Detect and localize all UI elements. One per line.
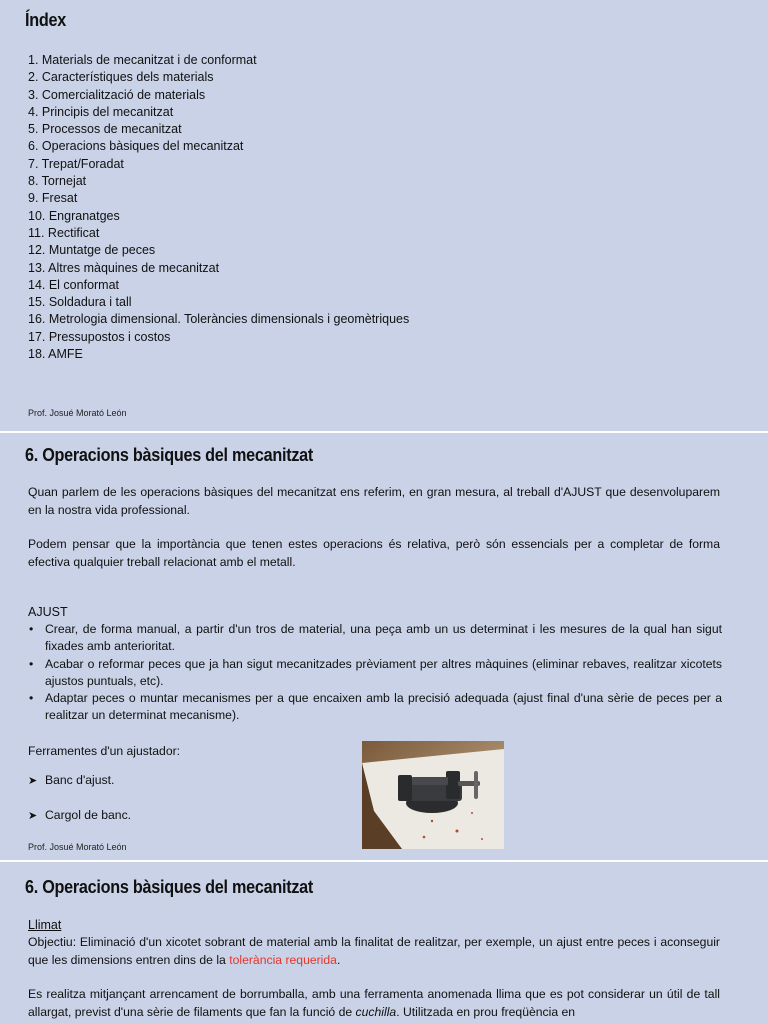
tool-label: Cargol de banc. bbox=[45, 808, 132, 822]
index-item: 18. AMFE bbox=[28, 347, 83, 362]
bullet-item bbox=[28, 656, 722, 691]
bullet-item bbox=[28, 621, 722, 656]
index-item: 5. Processos de mecanitzat bbox=[28, 122, 182, 137]
index-item: 2. Característiques dels materials bbox=[28, 70, 214, 85]
bullet-item bbox=[28, 690, 722, 725]
filing-text: Es realitza mitjançant arrencament de borrumballa, amb una ferramenta anomenada llima que es pot considerar un útil de tall allargat, previst d'una sèrie de filaments que fan la funció de bbox=[28, 987, 720, 1019]
slide-title: 6. Operacions bàsiques del mecanitzat bbox=[25, 877, 314, 897]
index-item: 9. Fresat bbox=[28, 191, 78, 206]
index-item: 4. Principis del mecanitzat bbox=[28, 104, 174, 119]
tool-item bbox=[28, 808, 131, 822]
bullet-text: Acabar o reformar peces que ja han sigut mecanitzades prèviament per altres màquines (eliminar rebaves, realitzar xicotets ajustos puntuals, etc). bbox=[45, 656, 722, 688]
index-list bbox=[28, 52, 409, 363]
arrow-bullet-icon: ➤ bbox=[28, 810, 38, 822]
index-item: 14. El conformat bbox=[28, 277, 120, 292]
index-item: 16. Metrologia dimensional. Toleràncies dimensionals i geomètriques bbox=[28, 312, 410, 327]
tool-label: Banc d'ajust. bbox=[45, 773, 115, 787]
bullet-dot-icon: • bbox=[29, 622, 34, 636]
filing-italic-term: cuchilla bbox=[355, 1004, 397, 1019]
slide-title: 6. Operacions bàsiques del mecanitzat bbox=[25, 445, 314, 465]
bullet-dot-icon: • bbox=[29, 691, 34, 706]
objective-end: . bbox=[336, 952, 341, 967]
slide-footer-author: Prof. Josué Morató León bbox=[28, 408, 127, 418]
arrow-bullet-icon: ➤ bbox=[28, 775, 38, 787]
index-item: 8. Tornejat bbox=[28, 174, 87, 189]
index-item: 15. Soldadura i tall bbox=[28, 295, 132, 310]
bench-vise-photo bbox=[362, 741, 504, 849]
bullet-dot-icon: • bbox=[29, 656, 34, 671]
tool-item bbox=[28, 773, 114, 787]
bullet-text: Adaptar peces o muntar mecanismes per a que encaixen amb la precisió adequada (ajust final d'una sèrie de peces per a realitzar un determinat mecanisme). bbox=[45, 691, 722, 723]
index-item: 7. Trepat/Foradat bbox=[28, 156, 124, 171]
index-item: 12. Muntatge de peces bbox=[28, 243, 156, 258]
ajust-heading: AJUST bbox=[28, 605, 68, 619]
index-item: 1. Materials de mecanitzat i de conformat bbox=[28, 53, 257, 67]
objective-text: Objectiu: Eliminació d'un xicotet sobrant de material amb la finalitat de realitzar, per exemple, un ajust entre peces i aconseguir que les dimensions entren dins de la bbox=[28, 935, 720, 967]
filing-paragraph bbox=[28, 986, 720, 1021]
filing-text-end: . Utilitzada en prou freqüència en bbox=[396, 1004, 576, 1019]
index-item: 17. Pressupostos i costos bbox=[28, 329, 171, 344]
llimat-heading: Llimat bbox=[28, 918, 62, 932]
index-item: 10. Engranatges bbox=[28, 208, 120, 223]
tolerance-highlight: tolerància requerida bbox=[229, 952, 337, 967]
ajust-bullet-list bbox=[28, 621, 722, 725]
slide-index bbox=[0, 0, 768, 431]
slide-footer-author: Prof. Josué Morató León bbox=[28, 842, 127, 852]
bench-vise-icon bbox=[362, 741, 504, 849]
tools-heading: Ferramentes d'un ajustador: bbox=[28, 744, 181, 758]
slide-title: Índex bbox=[25, 10, 66, 30]
objective-paragraph bbox=[28, 934, 720, 969]
index-item: 11. Rectificat bbox=[28, 225, 100, 240]
index-item: 3. Comercialització de materials bbox=[28, 87, 206, 102]
index-item: 13. Altres màquines de mecanitzat bbox=[28, 260, 220, 275]
importance-paragraph: Podem pensar que la importància que tenen estes operacions és relativa, però són essencials per a completar de forma efectiva qualquier treball relacionat amb el metall. bbox=[28, 537, 720, 569]
intro-paragraph: Quan parlem de les operacions bàsiques del mecanitzat ens referim, en gran mesura, al treball d'AJUST que desenvoluparem en la nostra vida professional. bbox=[28, 485, 720, 517]
index-item: 6. Operacions bàsiques del mecanitzat bbox=[28, 139, 244, 154]
bullet-text: Crear, de forma manual, a partir d'un tros de material, una peça amb un us determinat i les mesures de la qual han sigut fixades amb anterioritat. bbox=[45, 622, 722, 654]
